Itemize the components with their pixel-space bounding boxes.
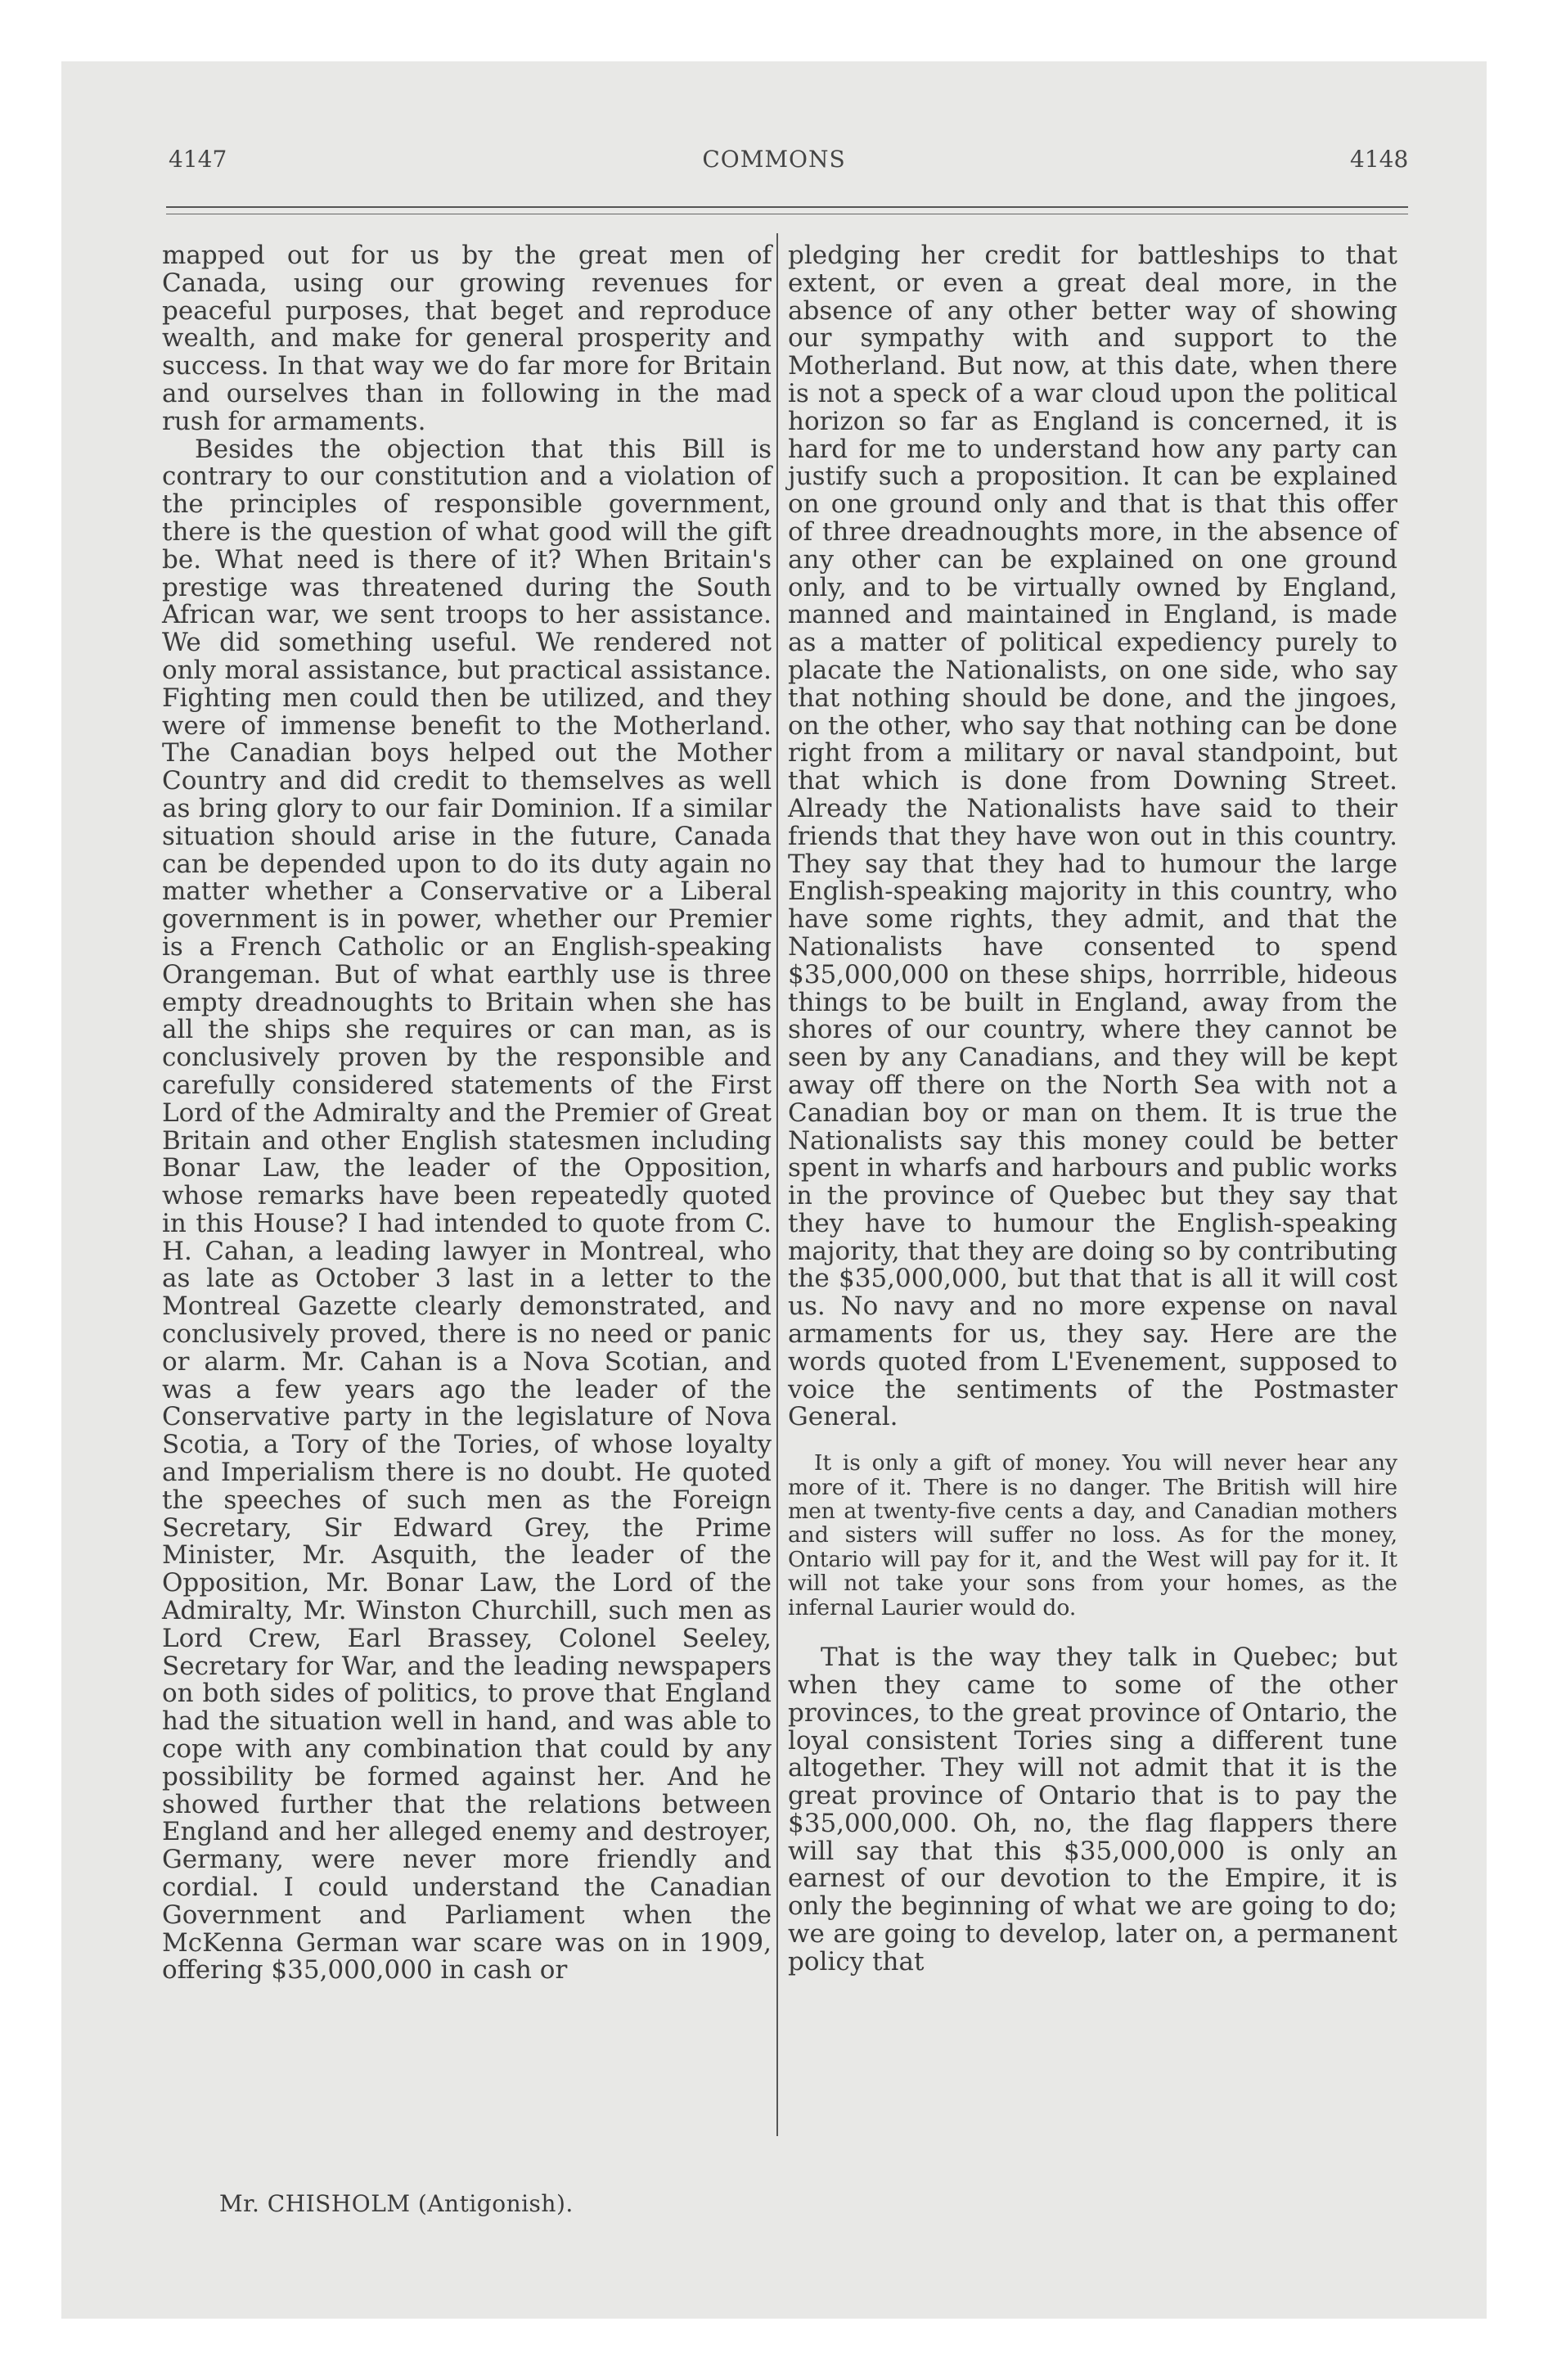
page-header — [0, 146, 1548, 178]
speaker-attribution: Mr. CHISHOLM (Antigonish). — [219, 2190, 574, 2217]
column-divider — [776, 233, 778, 2136]
right-paragraph-2: That is the way they talk in Quebec; but when they came to some of the other provinces, to the great province of Ontario, the loyal consistent Tories sing a different tune altogether. They will not admit that it is the great province of Ontario that is to pay the $35,000,000. Oh, no, the flag flappers there will say that this $35,000,000 is only an earnest of our devotion to the Empire, it is only the beginning of what we are going to do; we are going to develop, later on, a permanent policy that — [788, 1643, 1397, 1977]
left-paragraph-2: Besides the objection that this Bill is contrary to our constitution and a violation of the principles of responsible government, there is the question of what good will the gift be. What need is there of it? When Britain's prestige was threatened during the South African war, we sent troops to her assistance. We did something useful. We rendered not only moral assistance, but practical assistance. Fighting men could then be utilized, and they were of immense benefit to the Motherland. The Canadian boys helped out the Mother Country and did credit to themselves as well as bring glory to our fair Dominion. If a similar situation should arise in the future, Canada can be depended upon to do its duty again no matter whether a Conservative or a Liberal government is in power, whether our Premier is a French Catholic or an English-speaking Orangeman. But of what earthly use is three empty dreadnoughts to Britain when she has all the ships she requires or can man, as is conclusively proven by the responsible and carefully considered statements of the First Lord of the Admiralty and the Premier of Great Britain and other English statesmen including Bonar Law, the leader of the Opposition, whose remarks have been repeatedly quoted in this House? I had intended to quote from C. H. Cahan, a leading lawyer in Montreal, who as late as October 3 last in a letter to the Montreal Gazette clearly demonstrated, and conclusively proved, there is no need or panic or alarm. Mr. Cahan is a Nova Scotian, and was a few years ago the leader of the Conservative party in the legislature of Nova Scotia, a Tory of the Tories, of whose loyalty and Imperialism there is no doubt. He quoted the speeches of such men as the Foreign Secretary, Sir Edward Grey, the Prime Minister, Mr. Asquith, the leader of the Opposition, Mr. Bonar Law, the Lord of the Admiralty, Mr. Winston Churchill, such men as Lord Crew, Earl Brassey, Colonel Seeley, Secretary for War, and the leading newspapers on both sides of politics, to prove that England had the situation well in hand, and was able to cope with any combination that could by any possibility be formed against her. And he showed further that the relations between England and her alleged enemy and destroyer, Germany, were never more friendly and cordial. I could understand the Canadian Government and Parliament when the McKenna German war scare was on in 1909, offering $35,000,000 in cash or — [162, 434, 772, 1986]
quoted-passage: It is only a gift of money. You will never hear any more of it. There is no danger. The British will hire men at twenty-five cents a day, and Canadian mothers and sisters will suffer no loss. As for the money, Ontario will pay for it, and the West will pay for it. It will not take your sons from your homes, as the infernal Laurier would do. — [788, 1450, 1397, 1620]
page-number-right: 4148 — [1350, 146, 1409, 173]
left-column — [162, 242, 772, 1985]
header-rule-thick — [166, 206, 1408, 208]
right-paragraph-1: pledging her credit for battleships to that extent, or even a great deal more, in the absence of any other better way of showing our sympathy with and support to the Motherland. But now, at this date, when there is not a speck of a war cloud upon the political horizon so far as England is concerned, it is hard for me to understand how any party can justify such a proposition. It can be explained on one ground only and that is that this offer of three dreadnoughts more, in the absence of any other can be explained on one ground only, and to be virtually owned by England, manned and maintained in England, is made as a matter of political expediency purely to placate the Nationalists, on one side, who say that nothing should be done, and the jingoes, on the other, who say that nothing can be done right from a military or naval standpoint, but that which is done from Downing Street. Already the Nationalists have said to their friends that they have won out in this country. They say that they had to humour the large English-speaking majority in this country, who have some rights, they admit, and that the Nationalists have consented to spend $35,000,000 on these ships, horrrible, hideous things to be built in England, away from the shores of our country, where they cannot be seen by any Canadians, and they will be kept away off there on the North Sea with not a Canadian boy or man on them. It is true the Nationalists say this money could be better spent in wharfs and harbours and public works in the province of Quebec but they say that they have to humour the English-speaking majority, that they are doing so by contributing the $35,000,000, but that that is all it will cost us. No navy and no more expense on naval armaments for us, they say. Here are the words quoted from L'Evenement, supposed to voice the sentiments of the Postmaster General. — [788, 241, 1397, 1432]
page-number-left: 4147 — [169, 146, 227, 173]
left-paragraph-1: mapped out for us by the great men of Canada, using our growing revenues for peaceful purposes, that beget and reproduce wealth, and make for general prosperity and success. In that way we do far more for Britain and ourselves than in following in the mad rush for armaments. — [162, 241, 772, 436]
page-title: COMMONS — [702, 146, 846, 173]
right-column — [788, 242, 1397, 1977]
